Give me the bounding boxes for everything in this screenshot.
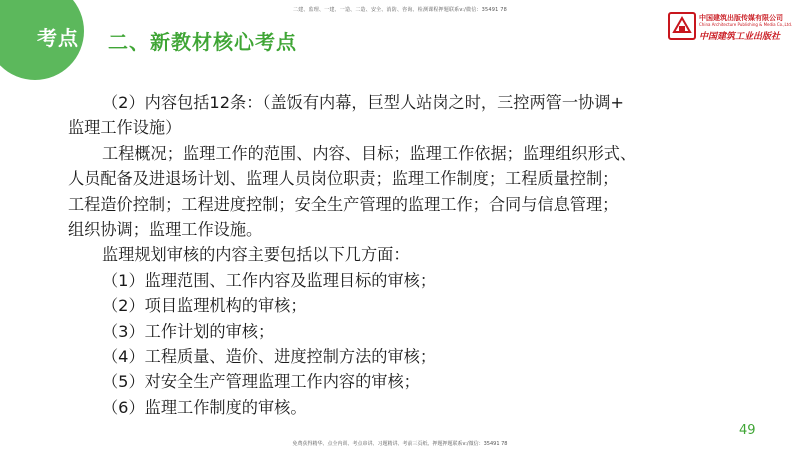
slide-body	[68, 90, 748, 420]
content-line: 工程造价控制；工程进度控制；安全生产管理的监理工作；合同与信息管理；	[68, 194, 619, 214]
content-line: 组织协调；监理工作设施。	[68, 220, 263, 240]
bottom-watermark-note: 免费获得精华、点全内训、考点串讲、习题精讲、考前三页纸、押题押题联系v:/微信：35491 78	[292, 441, 508, 447]
content-line: （4）工程质量、造价、进度控制方法的审核；	[102, 347, 437, 367]
content-line: 人员配备及进退场计划、监理人员岗位职责；监理工作制度；工程质量控制；	[68, 169, 619, 189]
publisher-script-name: 中国建筑工业出版社	[699, 32, 781, 42]
publisher-name-cn: 中国建筑出版传媒有限公司	[699, 14, 783, 22]
content-line: （2）内容包括12条：（盖饭有内幕，巨型人站岗之时，三控两管一协调+	[102, 93, 624, 112]
content-line: （2）项目监理机构的审核；	[102, 296, 307, 316]
top-watermark-note: 二建、监理、一建、一造、二造、安全、消防、咨询、检测课程押题联系v:/微信：35491 78	[292, 7, 508, 13]
section-title: 二、新教材核心考点	[108, 30, 297, 54]
content-line: （5）对安全生产管理监理工作内容的审核；	[102, 372, 420, 392]
content-line: 工程概况；监理工作的范围、内容、目标；监理工作依据；监理组织形式、	[102, 143, 637, 163]
content-line: （6）监理工作制度的审核。	[102, 397, 307, 417]
publisher-emblem-icon	[668, 12, 696, 40]
publisher-name-en: China Architecture Publishing & Media Co.,Ltd.	[699, 22, 793, 27]
content-line: 监理工作设施）	[68, 118, 182, 138]
content-line: （1）监理范围、工作内容及监理目标的审核；	[102, 270, 437, 290]
kaodian-badge-label: 考点	[37, 26, 79, 50]
page-number: 49	[739, 423, 756, 438]
publisher-logo	[668, 12, 793, 46]
content-line: （3）工作计划的审核；	[102, 321, 275, 341]
content-line: 监理规划审核的内容主要包括以下几方面：	[102, 245, 410, 265]
